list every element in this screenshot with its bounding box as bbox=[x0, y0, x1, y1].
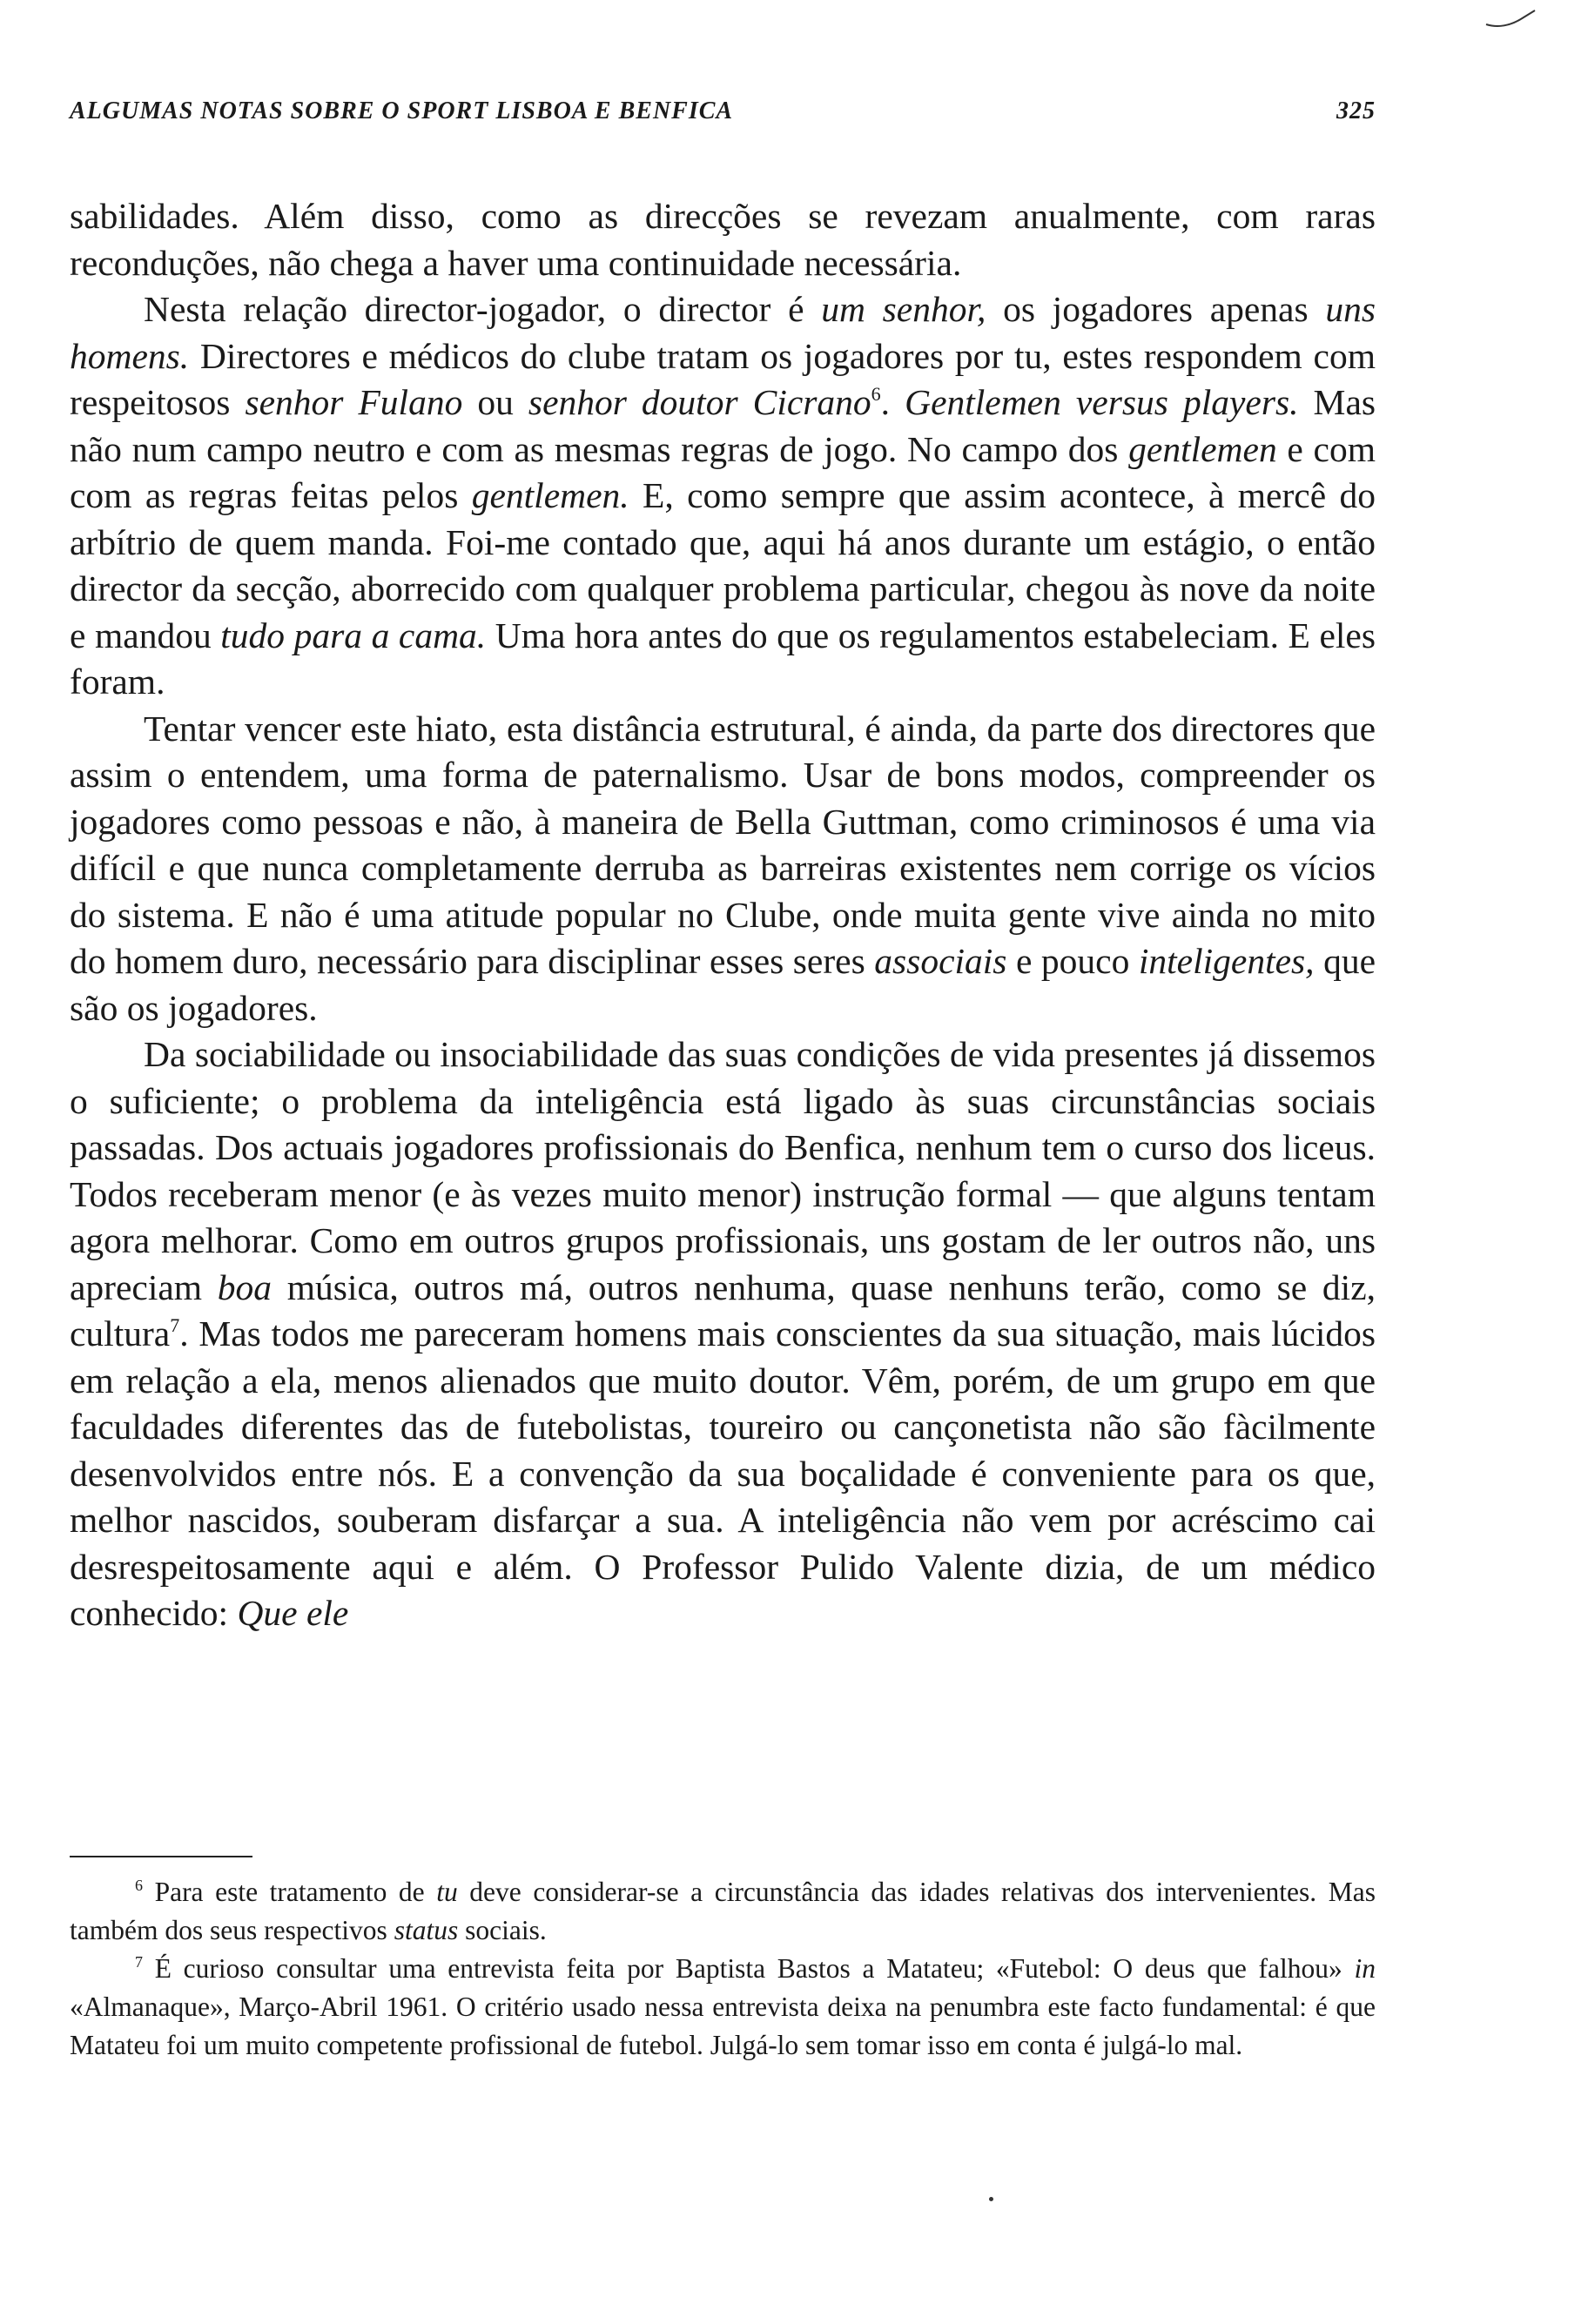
italic-text: inteligentes, bbox=[1138, 941, 1315, 981]
text-run: Uma hora antes do que os regulamentos estabeleciam. E eles foram. bbox=[70, 615, 1376, 702]
document-page bbox=[70, 0, 1376, 2324]
paragraph bbox=[70, 1031, 1376, 1637]
footnote-rule bbox=[70, 1856, 252, 1857]
italic-text: senhor Fulano bbox=[245, 382, 463, 422]
italic-text: um senhor, bbox=[821, 289, 986, 329]
italic-text: boa bbox=[217, 1266, 273, 1307]
ink-dot bbox=[989, 2197, 993, 2201]
text-run: Para este tratamento de bbox=[143, 1877, 437, 1907]
paragraph bbox=[70, 193, 1376, 286]
italic-text: uns homens. bbox=[70, 289, 1376, 376]
note-reference: 6 bbox=[135, 1877, 143, 1894]
footnote bbox=[70, 1950, 1376, 2065]
italic-text: tudo para a cama. bbox=[220, 615, 487, 655]
text-run: que são os jogadores. bbox=[70, 941, 1376, 1028]
pencil-mark-icon bbox=[1484, 7, 1537, 33]
text-run: Tentar vencer este hiato, esta distância estrutural, é ainda, da parte dos directores que assim o entendem, uma forma de paternalismo. Usar de bons modos, compreender os jogadores como pessoas e não, à maneira de Bella Guttman, como criminosos é uma via difícil e que nunca completamente derruba as barreiras existentes nem corrige os vícios do sistema. E não é uma atitude popular no Clube, onde muita gente vive ainda no mito do homem duro, necessário para disciplinar esses seres bbox=[70, 708, 1376, 981]
text-run: sabilidades. Além disso, como as direcções se revezam anualmente, com raras reconduções, não chega a haver uma continuidade necessária. bbox=[70, 196, 1376, 283]
text-run: música, outros má, outros nenhuma, quase nenhuns terão, como se diz, cultura bbox=[70, 1266, 1376, 1353]
note-reference: 6 bbox=[871, 383, 881, 405]
italic-text: tu bbox=[436, 1877, 458, 1907]
text-run: Mas não num campo neutro e com as mesmas regras de jogo. No campo dos bbox=[70, 382, 1376, 469]
paragraph bbox=[70, 706, 1376, 1032]
body-text bbox=[70, 193, 1376, 1637]
text-run: ou bbox=[462, 382, 528, 422]
paragraph bbox=[70, 286, 1376, 706]
text-run: . bbox=[880, 382, 905, 422]
text-run: . Mas todos me pareceram homens mais conscientes da sua situação, mais lúcidos em relação a ela, menos alienados que muito doutor. Vêm, porém, de um grupo em que faculdades diferentes das de futebolistas, toureiro ou cançonetista não são fàcilmente desenvolvidos entre nós. E a convenção da sua boçalidade é conveniente para os que, melhor nascidos, souberam disfarçar a sua. A inteligência não vem por acréscimo cai desrespeitosamente aqui e além. O Professor Pulido Valente dizia, de um médico conhecido: bbox=[70, 1313, 1376, 1633]
text-run: Da sociabilidade ou insociabilidade das suas condições de vida presentes já dissemos o suficiente; o problema da inteligência está ligado às suas circunstâncias sociais passadas. Dos actuais jogadores profissionais do Benfica, nenhum tem o curso dos liceus. Todos receberam menor (e às vezes muito menor) instrução formal — que alguns tentam agora melhorar. Como em outros grupos profissionais, uns gostam de ler outros não, uns apreciam bbox=[70, 1034, 1376, 1307]
footnote bbox=[70, 1873, 1376, 1950]
running-head bbox=[70, 97, 1376, 132]
text-run: Directores e médicos do clube tratam os jogadores por tu, estes respondem com respeitosos bbox=[70, 335, 1376, 422]
italic-text: gentlemen bbox=[1128, 428, 1277, 469]
text-run: e pouco bbox=[1006, 941, 1139, 981]
text-run: E, como sempre que assim acontece, à mercê do arbítrio de quem manda. Foi-me contado que, aqui há anos durante um estágio, o então director da secção, aborrecido com qualquer problema particular, chegou às nove da noite e mandou bbox=[70, 475, 1376, 655]
text-run: «Almanaque», Março-Abril 1961. O critério usado nessa entrevista deixa na penumbra este facto fundamental: é que Matateu foi um muito competente profissional de futebol. Julgá-lo sem tomar isso em conta é julgá-lo mal. bbox=[70, 1992, 1376, 2060]
italic-text: associais bbox=[874, 941, 1007, 981]
text-run: sociais. bbox=[458, 1915, 547, 1945]
italic-text: senhor doutor Cicrano bbox=[528, 382, 871, 422]
italic-text: gentlemen. bbox=[471, 475, 629, 515]
italic-text: in bbox=[1354, 1953, 1376, 1984]
note-reference: 7 bbox=[135, 1953, 143, 1971]
footnotes bbox=[70, 1873, 1376, 2065]
italic-text: Gentlemen versus players. bbox=[905, 382, 1299, 422]
page-number: 325 bbox=[1336, 97, 1376, 124]
text-run: É curioso consultar uma entrevista feita por Baptista Bastos a Matateu; «Futebol: O deus que falhou» bbox=[143, 1953, 1355, 1984]
italic-text: status bbox=[394, 1915, 459, 1945]
italic-text: Que ele bbox=[237, 1593, 349, 1633]
text-run: e com com as regras feitas pelos bbox=[70, 428, 1376, 515]
text-run: Nesta relação director-jogador, o director é bbox=[144, 289, 822, 329]
text-run: deve considerar-se a circunstância das idades relativas dos intervenientes. Mas também dos seus respectivos bbox=[70, 1877, 1376, 1945]
text-run: os jogadores apenas bbox=[986, 289, 1326, 329]
running-head-title: ALGUMAS NOTAS SOBRE O SPORT LISBOA E BENFICA bbox=[70, 97, 734, 124]
note-reference: 7 bbox=[170, 1314, 180, 1336]
